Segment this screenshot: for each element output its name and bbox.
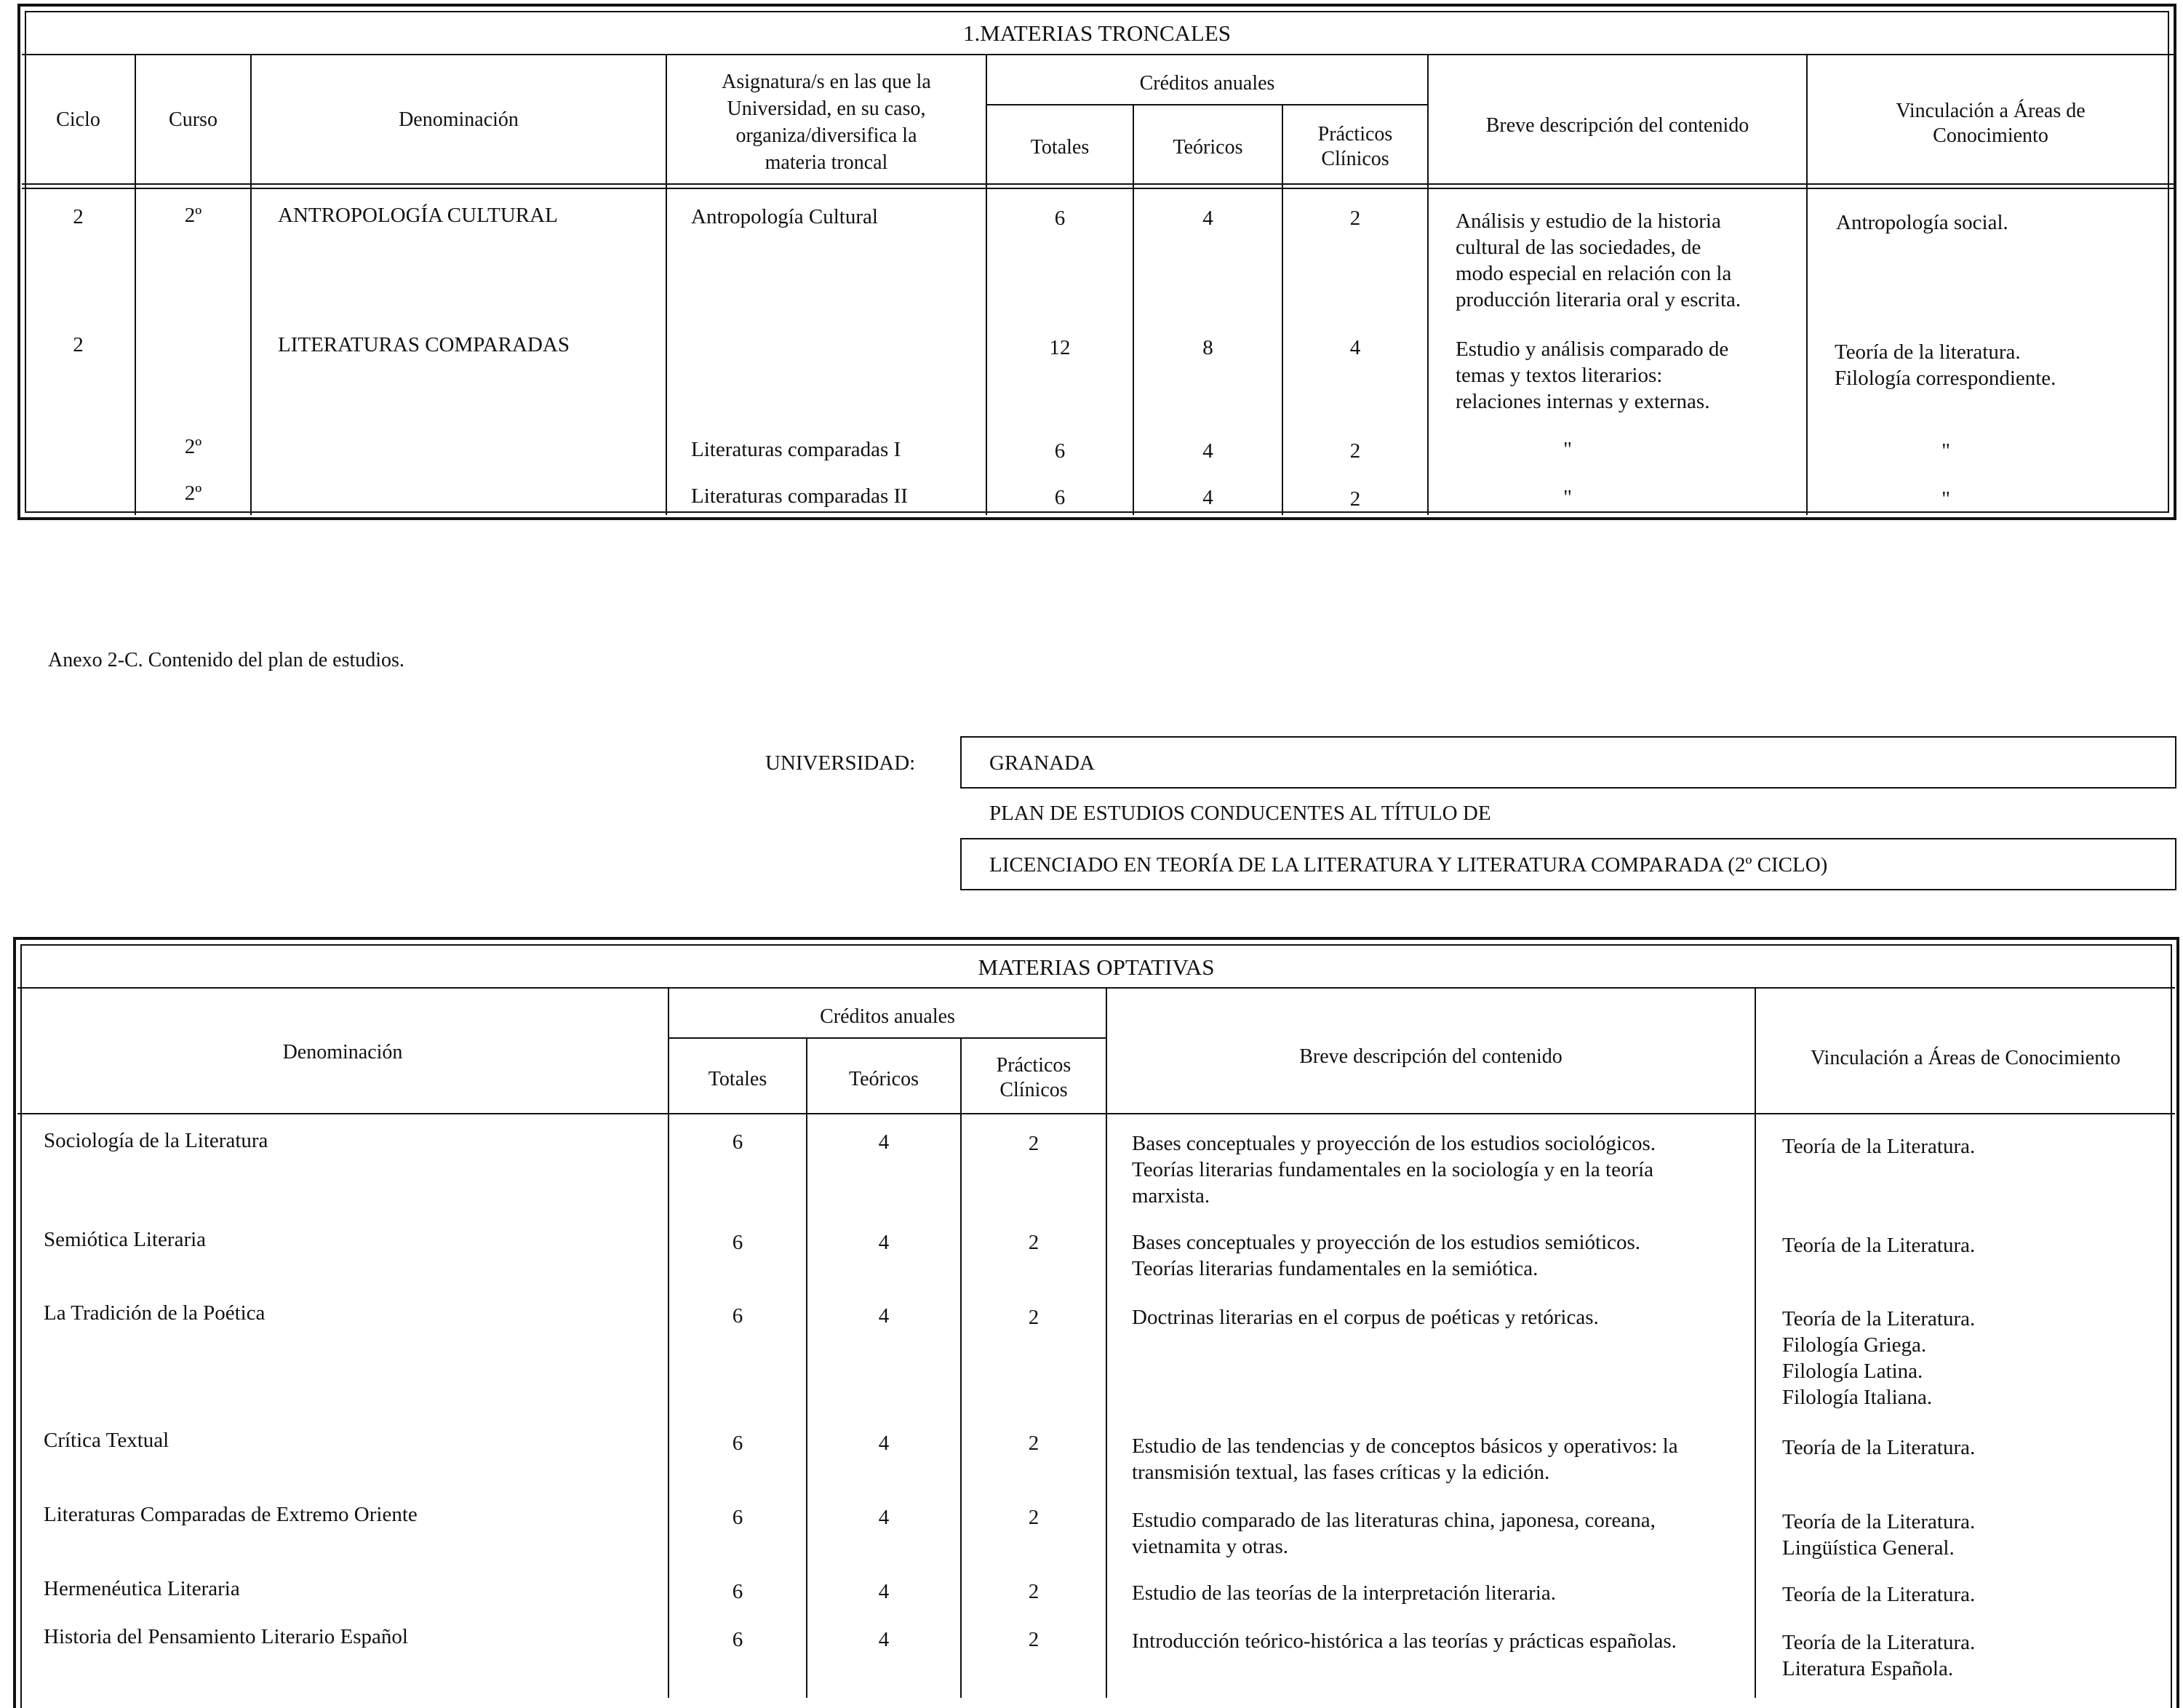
cell-totales: 6 xyxy=(1054,439,1066,463)
divider xyxy=(17,987,2175,989)
cell-denominacion: Semiótica Literaria xyxy=(44,1228,207,1251)
cell-descripcion: " xyxy=(1563,486,1572,509)
cell-teoricos: 4 xyxy=(878,1506,890,1529)
header-teoricos: Teóricos xyxy=(1173,136,1243,159)
cell-totales: 6 xyxy=(732,1304,743,1328)
cell-denominacion: Literaturas Comparadas de Extremo Oriente xyxy=(44,1503,418,1526)
cell-practicos: 2 xyxy=(1028,1628,1039,1651)
cell-totales: 6 xyxy=(1054,207,1066,230)
header-totales: Totales xyxy=(1030,136,1090,159)
cell-totales: 6 xyxy=(732,1628,743,1651)
opt-header-vinculacion: Vinculación a Áreas de Conocimiento xyxy=(1811,1047,2120,1069)
cell-vinculacion: " xyxy=(1941,439,1950,463)
cell-ciclo: 2 xyxy=(73,333,84,356)
cell-teoricos: 4 xyxy=(1202,439,1213,463)
cell-teoricos: 4 xyxy=(1202,486,1213,509)
cell-practicos: 4 xyxy=(1349,336,1361,359)
cell-vinculacion: Teoría de la Literatura. xyxy=(1782,1135,1976,1158)
cell-practicos: 2 xyxy=(1028,1306,1039,1329)
cell-descripcion: Estudio de las tendencias y de conceptos básicos y operativos: la transmisión textual, las fases críticas y la edición. xyxy=(1132,1434,1678,1484)
cell-curso: 2º xyxy=(184,435,202,458)
cell-teoricos: 4 xyxy=(878,1231,890,1254)
cell-denominacion: Hermenéutica Literaria xyxy=(44,1577,240,1600)
cell-denominacion: LITERATURAS COMPARADAS xyxy=(278,333,570,356)
header-denominacion: Denominación xyxy=(399,108,519,131)
cell-curso: 2º xyxy=(184,482,202,505)
header-vinculacion: Vinculación a Áreas de Conocimiento xyxy=(1896,100,2086,147)
cell-practicos: 2 xyxy=(1349,207,1361,230)
cell-descripcion: Introducción teórico-histórica a las teorías y prácticas españolas. xyxy=(1132,1629,1677,1653)
cell-teoricos: 4 xyxy=(878,1580,890,1603)
cell-practicos: 2 xyxy=(1028,1580,1039,1603)
cell-denominacion: Historia del Pensamiento Literario Español xyxy=(44,1625,408,1648)
cell-ciclo: 2 xyxy=(73,205,84,228)
cell-vinculacion: Teoría de la literatura. Filología correspondiente. xyxy=(1835,340,2056,390)
cell-asignatura: Literaturas comparadas II xyxy=(691,484,908,508)
cell-descripcion: Bases conceptuales y proyección de los estudios sociológicos. Teorías literarias fundamentales en la sociología y en la teoría marxista. xyxy=(1132,1132,1656,1208)
cell-vinculacion: Teoría de la Literatura. Filología Griega. Filología Latina. Filología Italiana. xyxy=(1782,1307,1976,1409)
cell-practicos: 2 xyxy=(1028,1231,1039,1254)
header-creditos: Créditos anuales xyxy=(1139,72,1275,95)
cell-practicos: 2 xyxy=(1028,1506,1039,1529)
cell-vinculacion: Teoría de la Literatura. xyxy=(1782,1234,1976,1257)
divider xyxy=(986,104,1427,105)
divider xyxy=(22,183,2174,185)
cell-asignatura: Antropología Cultural xyxy=(691,205,878,228)
cell-descripcion: Estudio y análisis comparado de temas y textos literarios: relaciones internas y externas. xyxy=(1456,338,1729,413)
divider xyxy=(22,54,2174,55)
cell-totales: 6 xyxy=(732,1506,743,1529)
cell-asignatura: Literaturas comparadas I xyxy=(691,438,901,461)
header-ciclo: Ciclo xyxy=(56,108,100,131)
optativas-title: MATERIAS OPTATIVAS xyxy=(978,954,1215,980)
cell-denominacion: La Tradición de la Poética xyxy=(44,1301,266,1325)
universidad-box xyxy=(960,736,2176,789)
cell-teoricos: 4 xyxy=(878,1432,890,1455)
opt-header-totales: Totales xyxy=(708,1068,767,1090)
cell-teoricos: 4 xyxy=(1202,207,1213,230)
divider xyxy=(22,188,2174,189)
opt-header-creditos: Créditos anuales xyxy=(820,1005,955,1028)
cell-practicos: 2 xyxy=(1349,439,1361,463)
divider xyxy=(1755,987,1756,1698)
cell-teoricos: 4 xyxy=(878,1628,890,1651)
titulo-value: LICENCIADO EN TEORÍA DE LA LITERATURA Y LITERATURA COMPARADA (2º CICLO) xyxy=(989,853,1828,877)
cell-vinculacion: Teoría de la Literatura. xyxy=(1782,1436,1976,1459)
cell-descripcion: Bases conceptuales y proyección de los estudios semióticos. Teorías literarias fundamentales en la semiótica. xyxy=(1132,1231,1641,1280)
troncales-title: 1.MATERIAS TRONCALES xyxy=(962,20,1232,46)
header-asignaturas: Asignatura/s en las que la Universidad, en su caso, organiza/diversifica la materia troncal xyxy=(722,71,931,174)
header-descripcion: Breve descripción del contenido xyxy=(1485,114,1749,137)
cell-teoricos: 8 xyxy=(1202,336,1213,359)
cell-vinculacion: Antropología social. xyxy=(1836,211,2008,234)
cell-totales: 6 xyxy=(732,1231,743,1254)
divider xyxy=(17,1113,2175,1114)
cell-curso: 2º xyxy=(184,204,202,227)
cell-teoricos: 4 xyxy=(878,1130,890,1154)
cell-denominacion: ANTROPOLOGÍA CULTURAL xyxy=(278,204,558,227)
opt-header-practicos: Prácticos Clínicos xyxy=(996,1054,1071,1101)
universidad-value: GRANADA xyxy=(989,751,1095,775)
cell-descripcion: " xyxy=(1563,438,1572,461)
cell-denominacion: Crítica Textual xyxy=(44,1429,169,1452)
opt-header-denominacion: Denominación xyxy=(282,1041,403,1063)
cell-vinculacion: Teoría de la Literatura. Lingüística General. xyxy=(1782,1510,1976,1560)
universidad-label: UNIVERSIDAD: xyxy=(765,751,916,775)
header-curso: Curso xyxy=(169,108,217,131)
cell-denominacion: Sociología de la Literatura xyxy=(44,1129,268,1152)
opt-header-descripcion: Breve descripción del contenido xyxy=(1299,1045,1563,1068)
plan-label: PLAN DE ESTUDIOS CONDUCENTES AL TÍTULO DE xyxy=(989,802,1491,825)
cell-teoricos: 4 xyxy=(878,1304,890,1328)
opt-header-teoricos: Teóricos xyxy=(848,1068,919,1090)
cell-practicos: 2 xyxy=(1349,487,1361,511)
cell-practicos: 2 xyxy=(1028,1132,1039,1155)
cell-descripcion: Estudio comparado de las literaturas china, japonesa, coreana, vietnamita y otras. xyxy=(1132,1509,1656,1558)
header-practicos: Prácticos Clínicos xyxy=(1317,123,1393,170)
cell-totales: 6 xyxy=(732,1580,743,1603)
divider xyxy=(668,1037,1106,1039)
cell-vinculacion: Teoría de la Literatura. xyxy=(1782,1583,1976,1606)
cell-practicos: 2 xyxy=(1028,1432,1039,1455)
cell-descripcion: Estudio de las teorías de la interpretación literaria. xyxy=(1132,1581,1556,1605)
divider xyxy=(1106,987,1107,1698)
cell-totales: 12 xyxy=(1049,336,1071,359)
cell-totales: 6 xyxy=(732,1130,743,1154)
cell-vinculacion: " xyxy=(1941,487,1950,511)
cell-descripcion: Doctrinas literarias en el corpus de poéticas y retóricas. xyxy=(1132,1306,1599,1329)
anexo-caption: Anexo 2-C. Contenido del plan de estudios. xyxy=(48,649,404,671)
cell-totales: 6 xyxy=(732,1432,743,1455)
cell-vinculacion: Teoría de la Literatura. Literatura Española. xyxy=(1782,1631,1976,1680)
cell-totales: 6 xyxy=(1054,486,1066,509)
cell-descripcion: Análisis y estudio de la historia cultural de las sociedades, de modo especial en relación con la producción literaria oral y escrita. xyxy=(1456,209,1741,311)
